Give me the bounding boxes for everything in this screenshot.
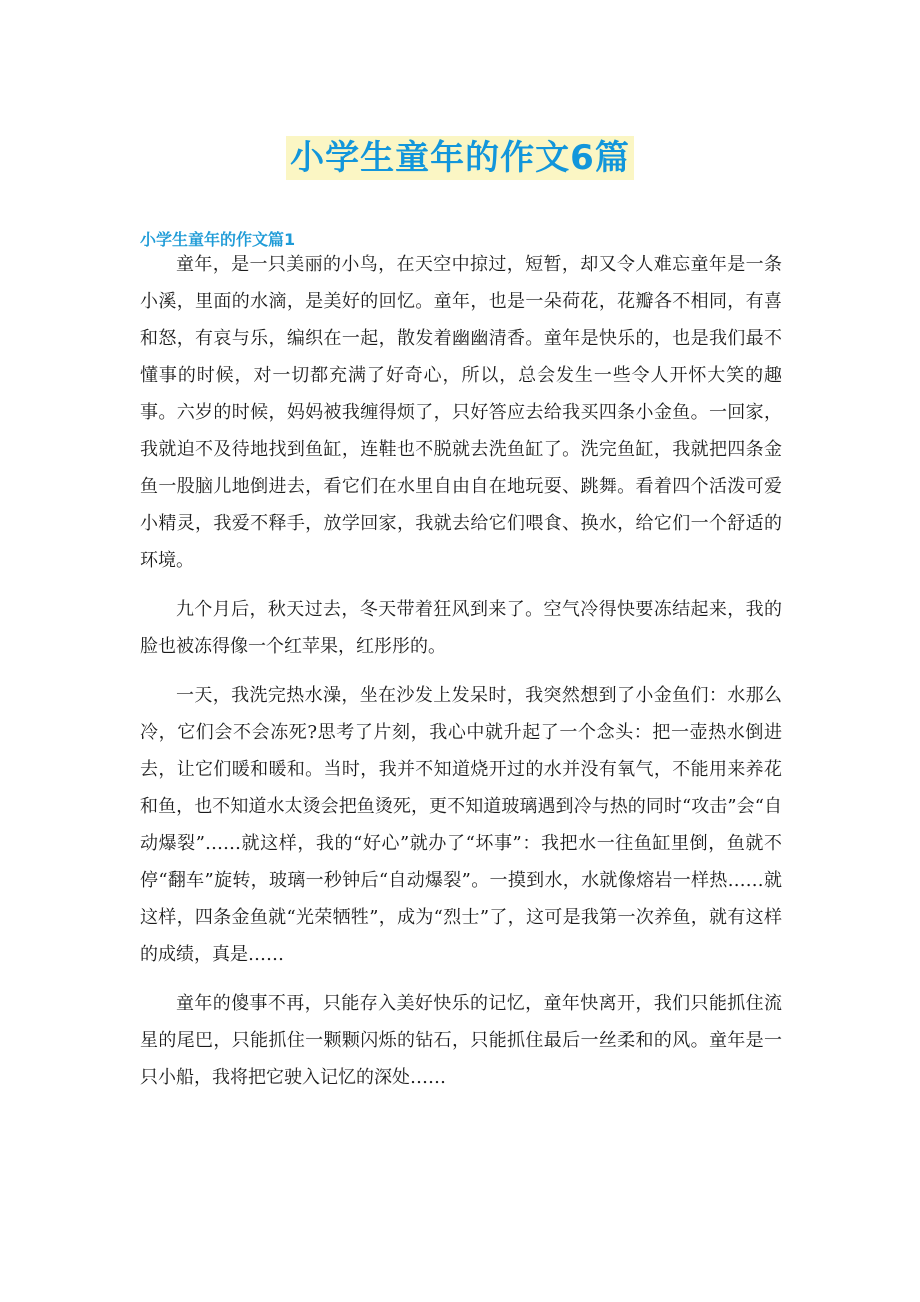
paragraph-3: 一天，我洗完热水澡，坐在沙发上发呆时，我突然想到了小金鱼们：水那么冷，它们会不会冻死?思考了片刻，我心中就升起了一个念头：把一壶热水倒进去，让它们暖和暖和。当时，我并不知道烧开过的水并没有氧气，不能用来养花和鱼，也不知道水太烫会把鱼烫死，更不知道玻璃遇到冷与热的同时“攻击”会“自动爆裂”……就这样，我的“好心”就办了“坏事”：我把水一往鱼缸里倒，鱼就不停“翻车”旋转，玻璃一秒钟后“自动爆裂”。一摸到水，水就像熔岩一样热……就这样，四条金鱼就“光荣牺牲”，成为“烈士”了，这可是我第一次养鱼，就有这样的成绩，真是…… <box>140 685 782 965</box>
paragraph-2: 九个月后，秋天过去，冬天带着狂风到来了。空气冷得快要冻结起来，我的脸也被冻得像一个红苹果，红彤彤的。 <box>140 599 782 657</box>
section-heading: 小学生童年的作文篇1 <box>140 230 296 249</box>
document-title: 小学生童年的作文6篇 <box>286 136 634 180</box>
paragraph-1: 童年，是一只美丽的小鸟，在天空中掠过，短暂，却又令人难忘童年是一条小溪，里面的水滴，是美好的回忆。童年，也是一朵荷花，花瓣各不相同，有喜和怒，有哀与乐，编织在一起，散发着幽幽清香。童年是快乐的，也是我们最不懂事的时候，对一切都充满了好奇心，所以，总会发生一些令人开怀大笑的趣事。六岁的时候，妈妈被我缠得烦了，只好答应去给我买四条小金鱼。一回家，我就迫不及待地找到鱼缸，连鞋也不脱就去洗鱼缸了。洗完鱼缸，我就把四条金鱼一股脑儿地倒进去，看它们在水里自由自在地玩耍、跳舞。看着四个活泼可爱小精灵，我爱不释手，放学回家，我就去给它们喂食、换水，给它们一个舒适的环境。 <box>140 254 782 571</box>
article-body <box>140 246 782 1108</box>
title-container <box>0 136 920 180</box>
paragraph-4: 童年的傻事不再，只能存入美好快乐的记忆，童年快离开，我们只能抓住流星的尾巴，只能抓住一颗颗闪烁的钻石，只能抓住最后一丝柔和的风。童年是一只小船，我将把它驶入记忆的深处…… <box>140 993 782 1088</box>
